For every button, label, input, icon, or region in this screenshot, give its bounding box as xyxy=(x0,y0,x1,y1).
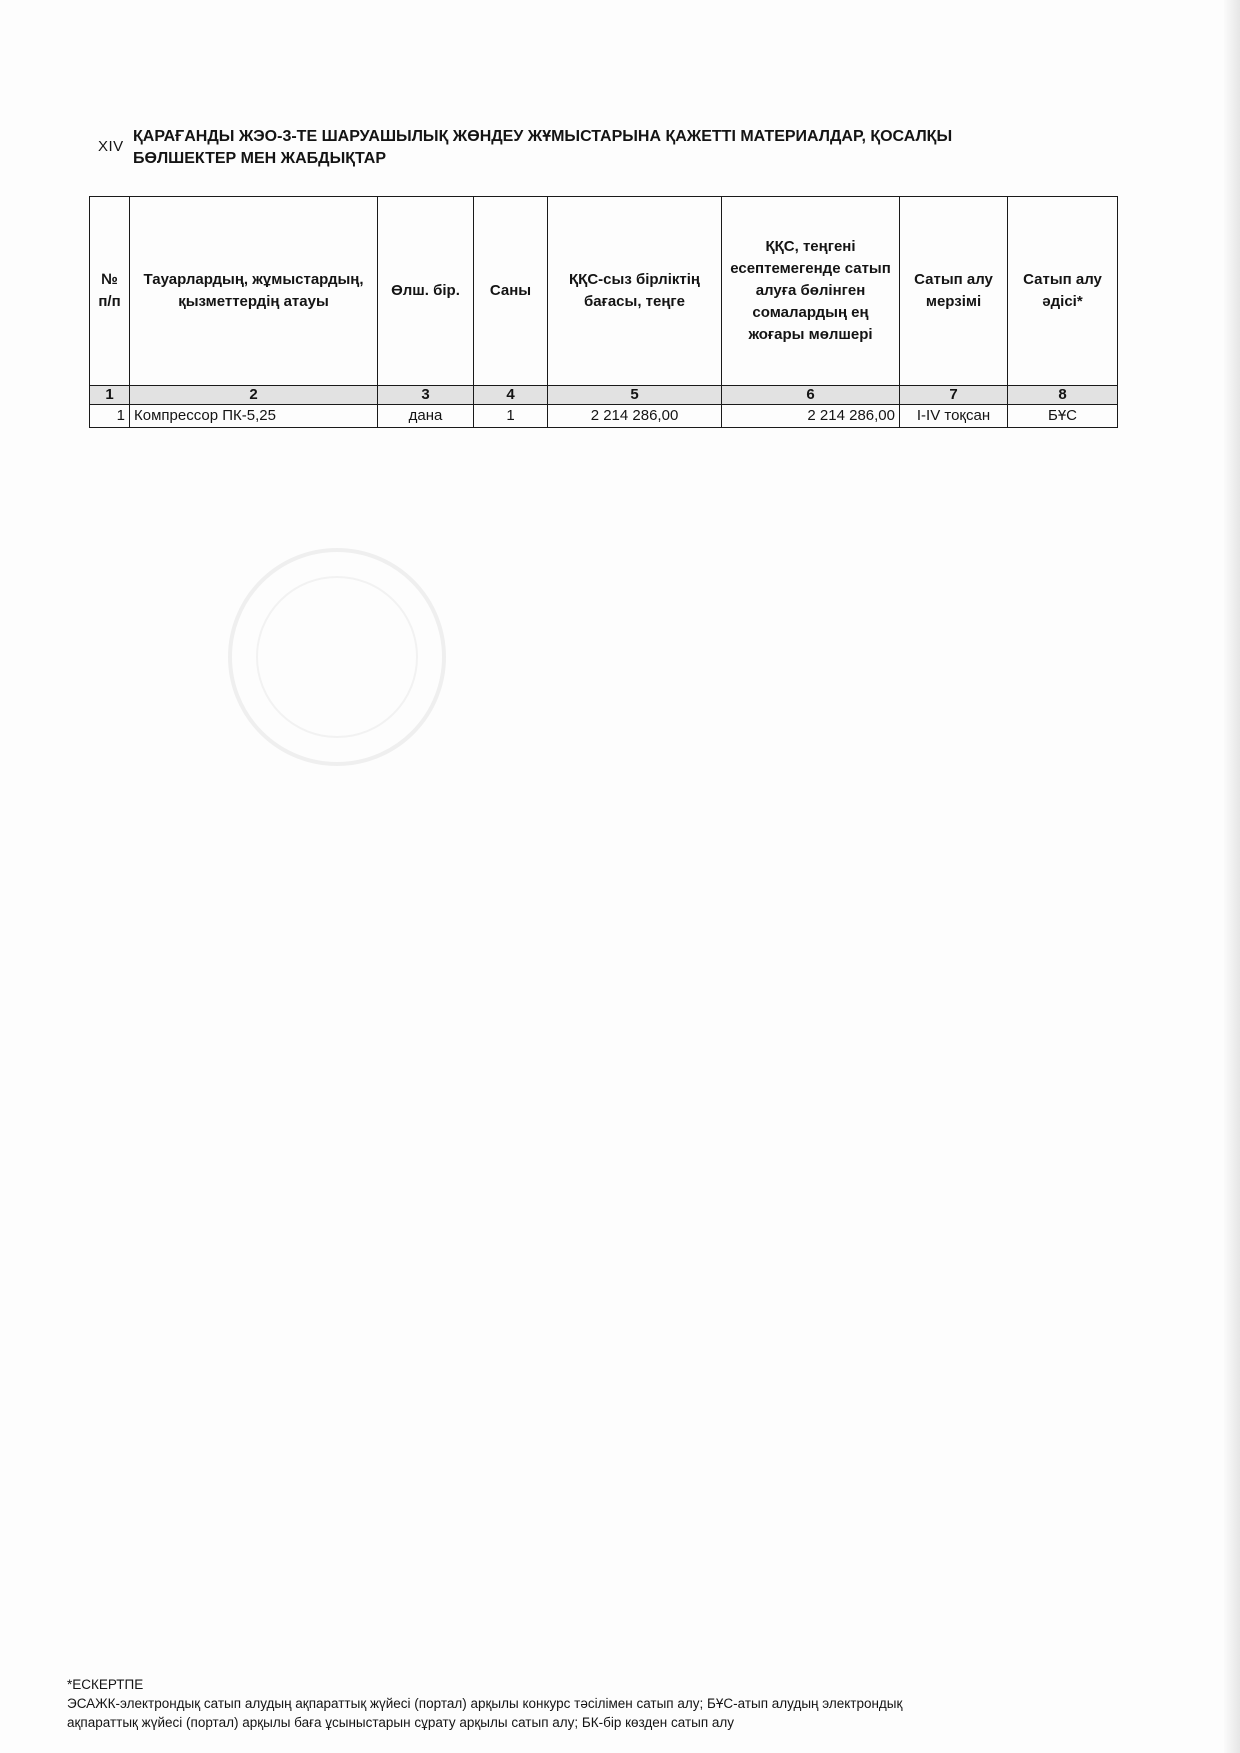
footnote-title: *ЕСКЕРТПЕ xyxy=(67,1677,144,1692)
header-unit-price: ҚҚС-сыз бірліктің бағасы, теңге xyxy=(548,197,722,386)
row-qty: 1 xyxy=(474,405,548,428)
row-name: Компрессор ПК-5,25 xyxy=(130,405,378,428)
header-qty: Саны xyxy=(474,197,548,386)
section-title xyxy=(133,126,952,170)
column-index: 1 xyxy=(90,386,130,405)
scan-edge xyxy=(1224,0,1240,1753)
column-index-row xyxy=(90,386,1118,405)
row-no: 1 xyxy=(90,405,130,428)
section-title-line-1: ҚАРАҒАНДЫ ЖЭО-3-ТЕ ШАРУАШЫЛЫҚ ЖӨНДЕУ ЖҰМЫСТАРЫНА ҚАЖЕТТІ МАТЕРИАЛДАР, ҚОСАЛҚЫ xyxy=(133,128,953,145)
row-total: 2 214 286,00 xyxy=(722,405,900,428)
row-unit: дана xyxy=(378,405,474,428)
footnote-line-2: ақпараттық жүйесі (портал) арқылы баға ұсыныстарын сұрату арқылы сатып алу; БК-бір көзден сатып алу xyxy=(67,1715,735,1730)
footnote xyxy=(67,1675,1167,1732)
header-period: Сатып алу мерзімі xyxy=(900,197,1008,386)
column-index: 4 xyxy=(474,386,548,405)
column-index: 2 xyxy=(130,386,378,405)
section-title-line-2: БӨЛШЕКТЕР МЕН ЖАБДЫҚТАР xyxy=(133,150,386,167)
header-unit: Өлш. бір. xyxy=(378,197,474,386)
column-index: 8 xyxy=(1008,386,1118,405)
table-row xyxy=(90,405,1118,428)
procurement-table xyxy=(89,196,1118,428)
row-period: I-IV тоқсан xyxy=(900,405,1008,428)
header-no: № п/п xyxy=(90,197,130,386)
footnote-line-1: ЭСАЖК-электрондық сатып алудың ақпараттық жүйесі (портал) арқылы конкурс тәсілімен сатып алу; БҰС-атып алудың электрондық xyxy=(67,1696,903,1711)
row-method: БҰС xyxy=(1008,405,1118,428)
section-number: XIV xyxy=(98,138,124,155)
column-index: 5 xyxy=(548,386,722,405)
header-name: Тауарлардың, жұмыстардың, қызметтердің атауы xyxy=(130,197,378,386)
column-index: 3 xyxy=(378,386,474,405)
header-total: ҚҚС, теңгені есептемегенде сатып алуға бөлінген сомалардың ең жоғары мөлшері xyxy=(722,197,900,386)
faded-stamp xyxy=(228,548,446,766)
header-row xyxy=(90,197,1118,386)
row-unit-price: 2 214 286,00 xyxy=(548,405,722,428)
column-index: 6 xyxy=(722,386,900,405)
column-index: 7 xyxy=(900,386,1008,405)
header-method: Сатып алу әдісі* xyxy=(1008,197,1118,386)
